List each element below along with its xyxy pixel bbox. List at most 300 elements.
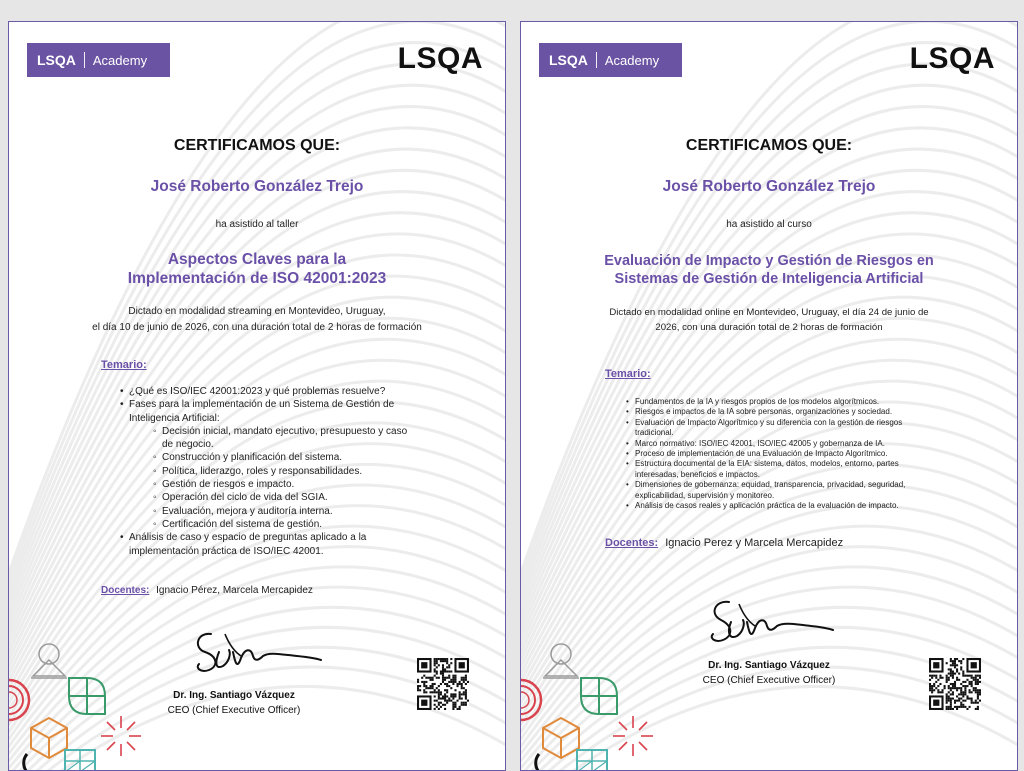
decorative-shape: [9, 692, 17, 708]
qr-module: [960, 704, 962, 706]
qr-module: [465, 679, 467, 681]
qr-finder: [421, 700, 427, 706]
qr-module: [929, 679, 931, 681]
instructors: [605, 537, 843, 549]
qr-module: [440, 673, 442, 675]
qr-module: [948, 668, 950, 670]
syllabus-item: ◦ Construcción y planificación del sistema.: [153, 452, 343, 464]
instructors-names: Ignacio Perez y Marcela Mercapidez: [665, 537, 844, 549]
decorative-shape: [87, 678, 105, 696]
qr-module: [440, 698, 442, 700]
decorative-shape: [101, 716, 141, 756]
qr-module: [446, 700, 448, 702]
lsqa-logo: LSQA: [397, 42, 483, 75]
qr-module: [933, 689, 935, 691]
qr-module: [442, 673, 444, 675]
qr-module: [960, 698, 962, 700]
qr-module: [946, 695, 948, 697]
qr-module: [452, 708, 454, 710]
qr-module: [423, 689, 425, 691]
qr-module: [964, 685, 966, 687]
decorative-shape: [31, 728, 67, 758]
qr-module: [440, 706, 442, 708]
qr-module: [444, 668, 446, 670]
qr-module: [438, 698, 440, 700]
qr-module: [954, 660, 956, 662]
qr-module: [457, 685, 459, 687]
qr-module: [964, 689, 966, 691]
qr-module: [448, 685, 450, 687]
decorative-shape: [107, 742, 115, 750]
qr-module: [950, 658, 952, 660]
syllabus-item: • Proceso de implementación de una Evaluación de Impacto Algorítmico.: [626, 449, 888, 459]
qr-module: [954, 687, 956, 689]
qr-module: [457, 683, 459, 685]
qr-module: [442, 675, 444, 677]
qr-module: [436, 666, 438, 668]
syllabus-item: • ¿Qué es ISO/IEC 42001:2023 y qué problemas resuelve?: [120, 386, 386, 397]
qr-module: [975, 679, 977, 681]
qr-module: [459, 683, 461, 685]
qr-code-icon: [929, 658, 981, 710]
qr-module: [937, 679, 939, 681]
instructors: [101, 585, 313, 596]
delivery-line: 2026, con una duración total de 2 horas de formación: [655, 321, 883, 333]
qr-module: [440, 660, 442, 662]
qr-module: [952, 677, 954, 679]
qr-module: [958, 679, 960, 681]
dot-bullet-icon: •: [626, 480, 629, 490]
dot-bullet-icon: •: [120, 399, 124, 411]
dot-bullet-icon: •: [626, 449, 629, 459]
qr-module: [463, 681, 465, 683]
qr-module: [448, 666, 450, 668]
qr-module: [977, 675, 979, 677]
qr-module: [964, 700, 966, 702]
decorative-shape: [127, 722, 135, 730]
qr-module: [962, 695, 964, 697]
syllabus-item: • Análisis de casos reales y aplicación práctica de la evaluación de impacto.: [626, 501, 899, 511]
qr-module: [444, 704, 446, 706]
qr-module: [975, 691, 977, 693]
qr-module: [450, 662, 452, 664]
qr-code-icon: [417, 658, 469, 710]
decorative-shape: [639, 722, 647, 730]
qr-module: [454, 681, 456, 683]
qr-module: [432, 683, 434, 685]
qr-module: [427, 687, 429, 689]
qr-module: [461, 683, 463, 685]
qr-module: [454, 675, 456, 677]
qr-module: [964, 675, 966, 677]
qr-module: [442, 670, 444, 672]
qr-module: [952, 673, 954, 675]
qr-module: [975, 689, 977, 691]
qr-module: [948, 695, 950, 697]
qr-module: [454, 695, 456, 697]
qr-module: [450, 670, 452, 672]
qr-module: [956, 677, 958, 679]
qr-module: [958, 706, 960, 708]
qr-module: [960, 687, 962, 689]
syllabus-item: • Riesgos e impactos de la IA sobre personas, organizaciones y sociedad.: [626, 407, 893, 417]
qr-module: [450, 695, 452, 697]
qr-module: [975, 675, 977, 677]
qr-module: [434, 668, 436, 670]
qr-module: [446, 685, 448, 687]
qr-module: [434, 704, 436, 706]
qr-module: [950, 702, 952, 704]
qr-module: [979, 700, 981, 702]
qr-module: [454, 704, 456, 706]
decorative-shape: [87, 696, 105, 714]
qr-module: [948, 700, 950, 702]
qr-module: [450, 700, 452, 702]
qr-module: [977, 689, 979, 691]
qr-module: [941, 691, 943, 693]
qr-module: [977, 695, 979, 697]
qr-module: [950, 708, 952, 710]
qr-module: [975, 687, 977, 689]
qr-module: [440, 683, 442, 685]
circle-bullet-icon: ◦: [153, 452, 157, 464]
qr-module: [452, 693, 454, 695]
qr-module: [425, 681, 427, 683]
qr-module: [465, 695, 467, 697]
qr-module: [446, 670, 448, 672]
qr-module: [444, 698, 446, 700]
syllabus-item: • Análisis de caso y espacio de preguntas aplicado a la implementación práctica de ISO/IEC 42001.: [120, 532, 367, 557]
qr-module: [956, 689, 958, 691]
qr-module: [946, 679, 948, 681]
qr-module: [425, 691, 427, 693]
qr-module: [423, 691, 425, 693]
qr-module: [956, 670, 958, 672]
qr-module: [446, 683, 448, 685]
qr-module: [950, 693, 952, 695]
qr-module: [421, 681, 423, 683]
qr-module: [962, 704, 964, 706]
qr-module: [969, 706, 971, 708]
qr-module: [946, 662, 948, 664]
qr-module: [950, 668, 952, 670]
qr-module: [452, 681, 454, 683]
qr-module: [421, 677, 423, 679]
dot-bullet-icon: •: [626, 501, 629, 511]
qr-module: [463, 704, 465, 706]
qr-module: [958, 660, 960, 662]
qr-module: [950, 670, 952, 672]
qr-module: [941, 677, 943, 679]
qr-module: [969, 681, 971, 683]
qr-module: [454, 706, 456, 708]
qr-module: [434, 675, 436, 677]
certificate-heading: CERTIFICAMOS QUE:: [685, 137, 853, 154]
qr-module: [956, 679, 958, 681]
qr-module: [454, 677, 456, 679]
decorative-shape: [639, 742, 647, 750]
qr-module: [975, 708, 977, 710]
qr-finder: [933, 662, 939, 668]
qr-module: [977, 679, 979, 681]
qr-module: [935, 687, 937, 689]
qr-module: [465, 689, 467, 691]
syllabus-item: ◦ Gestión de riesgos e impacto.: [153, 479, 295, 491]
qr-module: [452, 704, 454, 706]
qr-module: [977, 691, 979, 693]
qr-module: [452, 702, 454, 704]
qr-module: [423, 683, 425, 685]
qr-module: [465, 702, 467, 704]
qr-module: [442, 681, 444, 683]
qr-module: [929, 687, 931, 689]
qr-module: [960, 706, 962, 708]
qr-module: [952, 691, 954, 693]
qr-module: [962, 700, 964, 702]
qr-module: [960, 693, 962, 695]
qr-module: [962, 706, 964, 708]
qr-module: [438, 693, 440, 695]
qr-finder: [933, 700, 939, 706]
qr-module: [933, 683, 935, 685]
qr-module: [442, 679, 444, 681]
qr-module: [457, 708, 459, 710]
qr-module: [446, 658, 448, 660]
qr-module: [954, 662, 956, 664]
qr-module: [436, 660, 438, 662]
qr-module: [977, 698, 979, 700]
qr-module: [444, 693, 446, 695]
qr-module: [438, 658, 440, 660]
qr-module: [956, 700, 958, 702]
qr-module: [958, 673, 960, 675]
qr-module: [459, 695, 461, 697]
qr-module: [432, 677, 434, 679]
qr-module: [444, 670, 446, 672]
qr-module: [452, 698, 454, 700]
wave-line: [9, 64, 505, 704]
qr-module: [948, 708, 950, 710]
qr-module: [956, 687, 958, 689]
circle-bullet-icon: ◦: [153, 479, 157, 491]
qr-module: [459, 691, 461, 693]
qr-module: [962, 693, 964, 695]
qr-module: [465, 704, 467, 706]
qr-module: [436, 658, 438, 660]
qr-module: [950, 664, 952, 666]
qr-module: [929, 685, 931, 687]
qr-module: [929, 675, 931, 677]
qr-module: [964, 693, 966, 695]
qr-module: [434, 708, 436, 710]
decorative-shape: [599, 696, 617, 714]
badge-product: Academy: [92, 52, 148, 68]
qr-module: [950, 700, 952, 702]
decorative-shapes-icon: [9, 620, 149, 771]
qr-module: [429, 691, 431, 693]
qr-module: [977, 683, 979, 685]
qr-module: [442, 695, 444, 697]
certificate-course: [520, 21, 1018, 771]
qr-module: [979, 693, 981, 695]
lsqa-academy-badge: [539, 43, 682, 77]
delivery-line: el día 10 de junio de 2026, con una duración total de 2 horas de formación: [92, 321, 422, 333]
qr-module: [438, 708, 440, 710]
qr-module: [960, 662, 962, 664]
qr-module: [444, 689, 446, 691]
dot-bullet-icon: •: [626, 407, 629, 417]
qr-module: [962, 670, 964, 672]
qr-module: [973, 689, 975, 691]
delivery-details: [521, 306, 1017, 336]
qr-module: [973, 702, 975, 704]
qr-module: [429, 679, 431, 681]
qr-module: [952, 660, 954, 662]
qr-module: [964, 687, 966, 689]
qr-module: [434, 683, 436, 685]
qr-module: [946, 700, 948, 702]
qr-module: [465, 675, 467, 677]
syllabus-list: [117, 385, 417, 558]
qr-module: [457, 700, 459, 702]
qr-module: [948, 687, 950, 689]
qr-module: [459, 698, 461, 700]
qr-module: [450, 658, 452, 660]
qr-module: [444, 683, 446, 685]
qr-module: [939, 675, 941, 677]
qr-module: [971, 681, 973, 683]
qr-module: [448, 681, 450, 683]
qr-module: [950, 687, 952, 689]
certificate-workshop: [8, 21, 506, 771]
qr-module: [444, 679, 446, 681]
qr-module: [440, 658, 442, 660]
qr-module: [467, 681, 469, 683]
qr-module: [962, 681, 964, 683]
signer-role: CEO (Chief Executive Officer): [167, 705, 301, 716]
qr-module: [935, 675, 937, 677]
qr-module: [958, 687, 960, 689]
qr-module: [944, 687, 946, 689]
qr-module: [461, 679, 463, 681]
signature-icon: [189, 622, 329, 680]
qr-module: [948, 685, 950, 687]
qr-module: [440, 670, 442, 672]
qr-module: [438, 702, 440, 704]
qr-module: [971, 691, 973, 693]
qr-module: [948, 706, 950, 708]
qr-module: [434, 664, 436, 666]
qr-module: [465, 693, 467, 695]
qr-module: [440, 691, 442, 693]
qr-module: [946, 681, 948, 683]
qr-module: [952, 698, 954, 700]
qr-module: [427, 677, 429, 679]
qr-module: [954, 685, 956, 687]
qr-module: [950, 675, 952, 677]
decorative-shapes-icon: [521, 620, 661, 771]
qr-module: [452, 683, 454, 685]
qr-module: [454, 693, 456, 695]
qr-module: [954, 681, 956, 683]
qr-module: [463, 693, 465, 695]
qr-module: [423, 681, 425, 683]
qr-module: [463, 677, 465, 679]
course-title-line: Aspectos Claves para la: [167, 251, 347, 268]
qr-module: [461, 677, 463, 679]
qr-module: [977, 693, 979, 695]
qr-module: [979, 677, 981, 679]
qr-module: [442, 704, 444, 706]
qr-module: [434, 695, 436, 697]
qr-module: [948, 679, 950, 681]
circle-bullet-icon: ◦: [153, 465, 157, 477]
decorative-shape: [613, 716, 653, 756]
qr-module: [969, 691, 971, 693]
qr-module: [973, 677, 975, 679]
qr-module: [960, 689, 962, 691]
qr-module: [948, 673, 950, 675]
decorative-shape: [543, 728, 579, 758]
qr-module: [463, 702, 465, 704]
qr-module: [931, 689, 933, 691]
qr-module: [958, 700, 960, 702]
qr-module: [958, 698, 960, 700]
qr-module: [438, 691, 440, 693]
delivery-line: Dictado en modalidad streaming en Montevideo, Uruguay,: [128, 306, 386, 317]
qr-module: [436, 662, 438, 664]
qr-module: [448, 700, 450, 702]
badge-brand: LSQA: [37, 52, 76, 68]
qr-module: [939, 677, 941, 679]
qr-module: [948, 698, 950, 700]
badge-brand: LSQA: [549, 52, 588, 68]
qr-module: [964, 691, 966, 693]
qr-module: [977, 681, 979, 683]
qr-module: [929, 683, 931, 685]
qr-module: [438, 704, 440, 706]
dot-bullet-icon: •: [626, 459, 629, 469]
qr-module: [964, 681, 966, 683]
qr-module: [446, 662, 448, 664]
decorative-shape: [69, 696, 87, 714]
qr-module: [448, 670, 450, 672]
qr-module: [423, 685, 425, 687]
qr-module: [950, 660, 952, 662]
qr-module: [946, 706, 948, 708]
qr-module: [969, 675, 971, 677]
qr-module: [446, 695, 448, 697]
qr-module: [432, 685, 434, 687]
dot-bullet-icon: •: [120, 532, 124, 544]
qr-module: [436, 670, 438, 672]
qr-module: [958, 693, 960, 695]
qr-module: [929, 689, 931, 691]
qr-module: [440, 693, 442, 695]
qr-module: [956, 706, 958, 708]
qr-module: [436, 700, 438, 702]
syllabus-item: • Dimensiones de gobernanza: equidad, transparencia, privacidad, seguridad, explicabilidad, supervisión y monitoreo.: [626, 480, 906, 500]
qr-module: [952, 683, 954, 685]
delivery-details: [9, 304, 505, 335]
qr-module: [434, 670, 436, 672]
course-title-line: Implementación de ISO 42001:2023: [127, 270, 387, 288]
qr-module: [979, 681, 981, 683]
qr-module: [454, 679, 456, 681]
qr-module: [436, 687, 438, 689]
qr-module: [459, 706, 461, 708]
qr-module: [944, 685, 946, 687]
